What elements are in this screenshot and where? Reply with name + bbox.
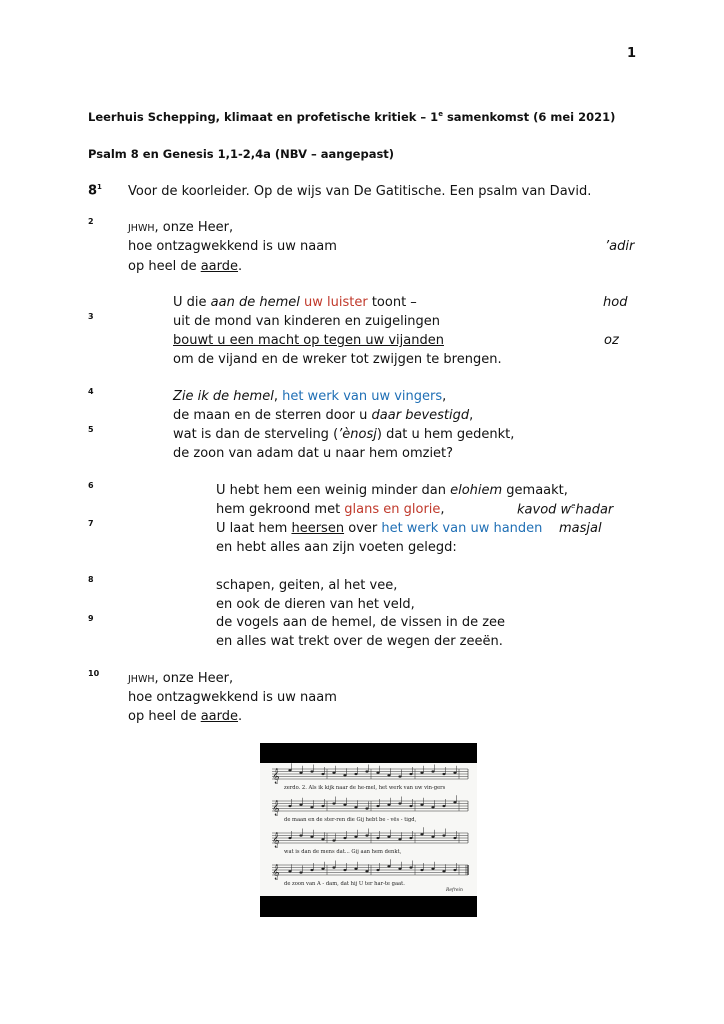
music-note-head	[354, 868, 357, 870]
music-note-head	[299, 871, 302, 873]
verse-number-4: 4	[88, 387, 94, 396]
verse-number-3: 3	[88, 312, 94, 321]
stanza1-line3: op heel de aarde.	[128, 259, 243, 274]
stanza5-line3: de vogels aan de hemel, de vissen in de zee	[216, 615, 506, 630]
verse-1-text: Voor de koorleider. Op de wijs van De Gatitische. Een psalm van David.	[128, 184, 592, 199]
svg-text:𝄞: 𝄞	[272, 833, 280, 848]
music-note-head	[398, 775, 401, 777]
title-superscript: e	[438, 110, 443, 119]
svg-text:𝄞: 𝄞	[272, 769, 280, 784]
psalm-number: $8^1$	[88, 183, 102, 199]
music-note-head	[288, 769, 291, 771]
stanza2-note-hod: hod	[603, 295, 628, 310]
music-note-head	[409, 805, 412, 807]
music-note-head	[288, 837, 291, 839]
music-note-head	[398, 838, 401, 840]
verse-number-9: 9	[88, 614, 94, 623]
music-note-head	[321, 805, 324, 807]
stanza2-note-oz: oz	[604, 333, 619, 348]
music-note-head	[365, 807, 368, 809]
music-lyric-1: zerdo. 2. Als ik kijk naar de he-mel, het werk van uw vin-gers	[284, 785, 446, 791]
stanza4-line4: en hebt alles aan zijn voeten gelegd:	[216, 540, 457, 555]
music-note-head	[431, 770, 434, 772]
stanza5-line1: schapen, geiten, al het vee,	[216, 578, 398, 593]
sheet-music-score	[260, 763, 477, 896]
stanza2-line4: om de vijand en de wreker tot zwijgen te brengen.	[173, 352, 502, 367]
stanza2-line1: U die aan de hemel uw luister toont –	[173, 295, 417, 310]
sheet-music-image	[260, 743, 477, 917]
stanza4-line3: U laat hem heersen over het werk van uw handen	[216, 521, 543, 536]
music-note-head	[409, 773, 412, 775]
verse-number-7: 7	[88, 519, 94, 528]
stanza2-line3: bouwt u een macht op tegen uw vijanden	[173, 333, 444, 348]
music-note-head	[453, 801, 456, 803]
music-lyric-4: de zoon van A - dam, dat hij U ter har-te gaat.	[284, 881, 405, 887]
document-title	[88, 110, 615, 124]
stanza6-line1: JHWH, onze Heer,	[128, 671, 234, 686]
stanza6-line2: hoe ontzagwekkend is uw naam	[128, 690, 337, 705]
music-note-head	[453, 837, 456, 839]
music-note-head	[299, 834, 302, 836]
music-note-head	[387, 804, 390, 806]
music-note-head	[321, 773, 324, 775]
music-note-head	[420, 804, 423, 806]
stanza3-line4: de zoon van adam dat u naar hem omziet?	[173, 446, 454, 461]
music-note-head	[376, 837, 379, 839]
document-subtitle: Psalm 8 en Genesis 1,1-2,4a (NBV – aangepast)	[88, 147, 395, 161]
music-note-head	[332, 866, 335, 868]
music-note-head	[343, 837, 346, 839]
music-note-head	[354, 773, 357, 775]
music-note-head	[332, 772, 335, 774]
stanza3-line3: wat is dan de sterveling (’ènosj) dat u hem gedenkt,	[173, 427, 515, 442]
music-note-head	[431, 836, 434, 838]
music-note-head	[332, 802, 335, 804]
music-note-head	[420, 772, 423, 774]
stanza6-line3: op heel de aarde.	[128, 709, 243, 724]
verse-number-6: 6	[88, 481, 94, 490]
music-note-head	[431, 806, 434, 808]
music-note-head	[288, 870, 291, 872]
music-note-head	[343, 774, 346, 776]
music-note-head	[387, 774, 390, 776]
music-note-head	[310, 869, 313, 871]
svg-text:𝄞: 𝄞	[272, 865, 280, 880]
music-credit: Refrein	[446, 888, 463, 893]
stanza1-line2: hoe ontzagwekkend is uw naam	[128, 239, 337, 254]
music-note-head	[354, 806, 357, 808]
title-text: Leerhuis Schepping, klimaat en profetische kritiek – 1	[88, 110, 439, 124]
stanza5-line4: en alles wat trekt over de wegen der zeeën.	[216, 634, 503, 649]
music-note-head	[310, 806, 313, 808]
music-note-head	[376, 869, 379, 871]
stanza4-line2: hem gekroond met glans en glorie,	[216, 502, 445, 517]
music-note-head	[343, 869, 346, 871]
stanza3-line2: de maan en de sterren door u daar bevestigd,	[173, 408, 474, 423]
stanza4-line1: U hebt hem een weinig minder dan elohiem gemaakt,	[216, 483, 568, 498]
music-note-head	[365, 834, 368, 836]
music-note-head	[420, 869, 423, 871]
music-note-head	[376, 805, 379, 807]
music-note-head	[398, 868, 401, 870]
verse-number-2: 2	[88, 217, 94, 226]
music-note-head	[398, 802, 401, 804]
music-lyric-2: de maan en de ster-ren die Gij hebt be - vës - tigd,	[284, 817, 417, 823]
verse-number-10: 10	[88, 669, 100, 678]
music-note-head	[442, 805, 445, 807]
music-note-head	[453, 772, 456, 774]
stanza1-line1: JHWH, onze Heer,	[128, 220, 234, 235]
title-text-rest: samenkomst (6 mei 2021)	[442, 110, 616, 124]
music-lyric-3: wat is dan de mens dat... Gij aan hem denkt,	[284, 849, 402, 855]
page-number: 1	[627, 46, 637, 61]
music-note-head	[299, 804, 302, 806]
music-note-head	[442, 834, 445, 836]
music-note-head	[409, 866, 412, 868]
music-note-head	[453, 869, 456, 871]
music-note-head	[343, 804, 346, 806]
stanza5-line2: en ook de dieren van het veld,	[216, 597, 415, 612]
music-note-head	[442, 870, 445, 872]
stanza4-note-masjal: masjal	[559, 521, 602, 536]
music-note-head	[365, 870, 368, 872]
music-note-head	[376, 772, 379, 774]
music-note-head	[299, 772, 302, 774]
verse-number-8: 8	[88, 575, 94, 584]
music-note-head	[332, 839, 335, 841]
stanza3-line1: Zie ik de hemel, het werk van uw vingers,	[173, 389, 447, 404]
music-note-head	[387, 865, 390, 867]
music-note-head	[420, 833, 423, 835]
music-note-head	[321, 868, 324, 870]
music-note-head	[431, 868, 434, 870]
music-note-head	[354, 836, 357, 838]
music-note-head	[442, 773, 445, 775]
music-note-head	[387, 836, 390, 838]
music-note-head	[288, 805, 291, 807]
verse-number-5: 5	[88, 425, 94, 434]
music-note-head	[321, 838, 324, 840]
stanza2-line2: uit de mond van kinderen en zuigelingen	[173, 314, 441, 329]
music-note-head	[409, 837, 412, 839]
svg-text:𝄞: 𝄞	[272, 801, 280, 816]
music-note-head	[310, 770, 313, 772]
music-note-head	[310, 836, 313, 838]
music-note-head	[365, 770, 368, 772]
stanza1-note-adir: ’adir	[605, 239, 635, 254]
stanza4-note-kavod: kavod $w^ehadar$	[517, 502, 614, 518]
